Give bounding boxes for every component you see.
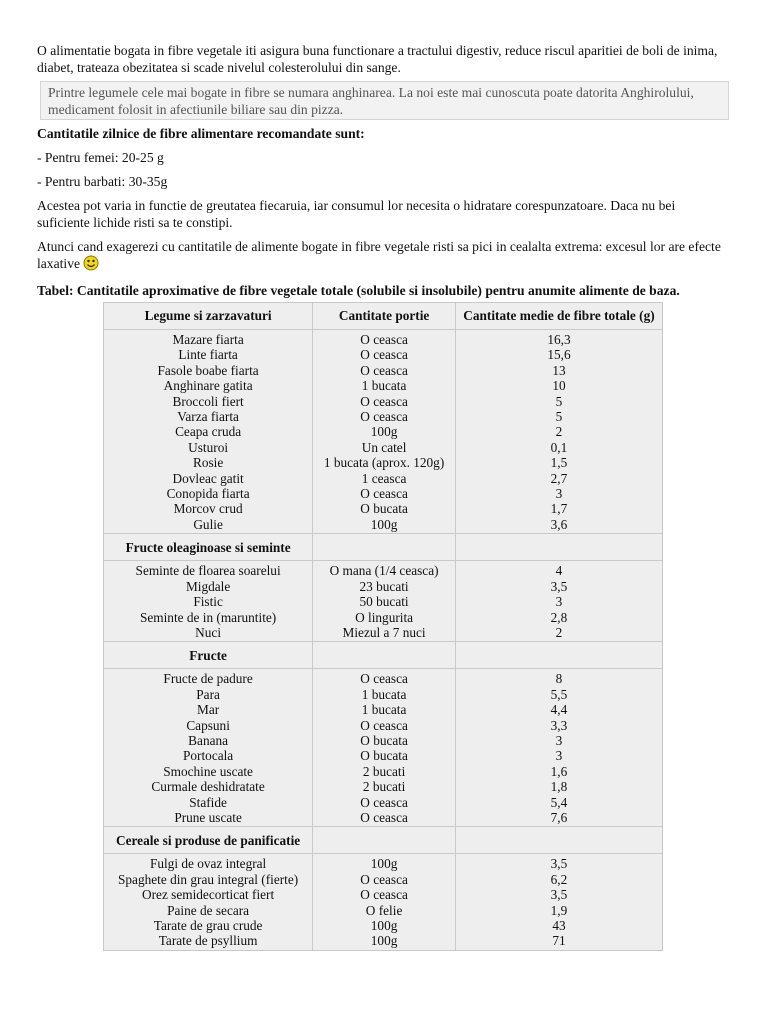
fiber-value: 2	[555, 624, 563, 640]
food-cell	[104, 854, 313, 950]
food-name: Varza fiarta	[177, 409, 239, 425]
category-empty-cell	[455, 534, 662, 561]
portion-value: O bucata	[360, 732, 408, 748]
category-empty-cell	[455, 827, 662, 854]
portion-value: 1 bucata	[361, 686, 407, 702]
food-name: Prune uscate	[174, 809, 242, 825]
category-row	[104, 827, 663, 854]
food-cell	[104, 669, 313, 827]
article	[37, 42, 727, 951]
food-name: Dovleac gatit	[172, 470, 244, 486]
portion-cell	[313, 330, 456, 534]
fiber-value: 5	[555, 393, 563, 409]
portion-value: O ceasca	[360, 347, 408, 363]
excess-paragraph	[37, 238, 727, 275]
food-name: Broccoli fiert	[172, 393, 244, 409]
food-cell	[104, 330, 313, 534]
table-row	[104, 854, 663, 950]
excess-text: Atunci cand exagerezi cu cantitatile de alimente bogate in fibre vegetale risti sa pici in cealalta extrema: excesul lor are efecte laxative	[37, 239, 721, 271]
category-label: Fructe oleaginoase si seminte	[104, 534, 313, 561]
fiber-value: 3,6	[550, 516, 568, 532]
category-empty-cell	[313, 642, 456, 669]
fiber-value: 1,6	[550, 763, 568, 779]
fiber-value: 10	[552, 378, 566, 394]
table-body	[104, 330, 663, 951]
portion-value: O ceasca	[360, 717, 408, 733]
portion-value: 1 bucata	[361, 378, 407, 394]
portion-value: O ceasca	[360, 362, 408, 378]
portion-cell	[313, 669, 456, 827]
food-name: Anghinare gatita	[163, 378, 253, 394]
intro-paragraph: O alimentatie bogata in fibre vegetale iti asigura buna functionare a tractului digestiv, reduce riscul aparitiei de boli de inima, diabet, trateaza obezitatea si scade nivelul colesterolului din sange.	[37, 43, 718, 75]
fiber-value: 1,9	[550, 902, 568, 918]
fiber-value: 1,8	[550, 779, 568, 795]
fiber-cell	[455, 561, 662, 642]
food-name: Curmale deshidratate	[151, 779, 265, 795]
category-label: Fructe	[104, 642, 313, 669]
portion-value: 2 bucati	[362, 763, 406, 779]
portion-value: O mana (1/4 ceasca)	[329, 563, 439, 579]
category-label: Cereale si produse de panificatie	[104, 827, 313, 854]
food-name: Conopida fiarta	[166, 486, 250, 502]
fiber-value: 6,2	[550, 871, 568, 887]
fiber-cell	[455, 330, 662, 534]
portion-value: O ceasca	[360, 809, 408, 825]
food-name: Paine de secara	[167, 902, 250, 918]
table-row	[104, 330, 663, 534]
food-name: Smochine uscate	[163, 763, 253, 779]
portion-value: 100g	[370, 856, 398, 872]
fiber-value: 3	[555, 748, 563, 764]
fiber-value: 2	[555, 424, 563, 440]
fiber-value: 7,6	[550, 809, 568, 825]
portion-value: O bucata	[360, 501, 408, 517]
food-name: Fasole boabe fiarta	[157, 362, 259, 378]
food-name: Para	[196, 686, 220, 702]
portion-value: 100g	[370, 424, 398, 440]
food-name: Mazare fiarta	[172, 332, 244, 347]
portion-value: 1 bucata	[361, 702, 407, 718]
food-name: Stafide	[189, 794, 227, 810]
portion-value: O ceasca	[360, 871, 408, 887]
fiber-cell	[455, 669, 662, 827]
fiber-value: 0,1	[550, 439, 568, 455]
portion-value: O ceasca	[360, 393, 408, 409]
food-cell	[104, 561, 313, 642]
portion-value: O ceasca	[360, 671, 408, 687]
fiber-value: 2,8	[550, 609, 568, 625]
food-name: Spaghete din grau integral (fierte)	[118, 871, 299, 887]
fiber-value: 3,3	[550, 717, 568, 733]
food-name: Rosie	[192, 455, 224, 471]
portion-value: 1 bucata (aprox. 120g)	[323, 455, 445, 471]
fiber-value: 5,5	[550, 686, 568, 702]
food-name: Fructe de padure	[163, 671, 253, 687]
fiber-value: 4,4	[550, 702, 568, 718]
fiber-value: 3	[555, 732, 563, 748]
food-name: Fistic	[193, 594, 223, 610]
fiber-value: 3	[555, 594, 563, 610]
header-portion: Cantitate portie	[313, 303, 456, 330]
men-recommendation: - Pentru barbati: 30-35g	[37, 174, 168, 189]
portion-value: 100g	[370, 516, 398, 532]
portion-value: O lingurita	[355, 609, 414, 625]
table-row	[104, 561, 663, 642]
portion-cell	[313, 854, 456, 950]
food-name: Nuci	[195, 624, 222, 640]
food-name: Tarate de psyllium	[158, 933, 258, 949]
portion-value: Un catel	[361, 439, 407, 455]
portion-value: O ceasca	[360, 794, 408, 810]
food-name: Portocala	[183, 748, 234, 764]
fiber-value: 13	[552, 362, 566, 378]
food-name: Ceapa cruda	[175, 424, 242, 440]
fiber-value: 5,4	[550, 794, 568, 810]
food-name: Banana	[188, 732, 229, 748]
portion-value: 50 bucati	[359, 594, 409, 610]
food-name: Migdale	[185, 578, 231, 594]
fiber-value: 3	[555, 486, 563, 502]
smiley-icon	[83, 255, 99, 275]
fiber-value: 16,3	[547, 332, 571, 347]
food-name: Seminte de in (maruntite)	[139, 609, 277, 625]
category-empty-cell	[313, 827, 456, 854]
food-name: Seminte de floarea soarelui	[135, 563, 281, 579]
fiber-value: 5	[555, 409, 563, 425]
fiber-value: 15,6	[547, 347, 571, 363]
food-name: Capsuni	[186, 717, 230, 733]
quote-box: Printre legumele cele mai bogate in fibre se numara anghinarea. La noi este mai cunoscuta poate datorita Anghirolului, medicament folosit in afectiunile biliare sau din pizza.	[40, 81, 729, 120]
food-name: Mar	[197, 702, 220, 718]
portion-value: O ceasca	[360, 409, 408, 425]
food-name: Linte fiarta	[178, 347, 238, 363]
fiber-value: 71	[552, 933, 566, 949]
recommended-heading: Cantitatile zilnice de fibre alimentare recomandate sunt:	[37, 126, 365, 141]
portion-value: 100g	[370, 933, 398, 949]
food-name: Orez semidecorticat fiert	[142, 887, 275, 903]
fiber-value: 1,5	[550, 455, 568, 471]
food-name: Fulgi de ovaz integral	[149, 856, 267, 872]
portion-value: O ceasca	[360, 332, 408, 347]
fiber-value: 3,5	[550, 887, 568, 903]
table-row	[104, 669, 663, 827]
category-empty-cell	[313, 534, 456, 561]
table-header-row	[104, 303, 663, 330]
table-caption: Tabel: Cantitatile aproximative de fibre vegetale totale (solubile si insolubile) pentru anumite alimente de baza.	[37, 283, 680, 298]
fiber-value: 8	[555, 671, 563, 687]
portion-value: Miezul a 7 nuci	[342, 624, 426, 640]
category-row	[104, 642, 663, 669]
fiber-value: 3,5	[550, 856, 568, 872]
category-row	[104, 534, 663, 561]
women-recommendation: - Pentru femei: 20-25 g	[37, 150, 164, 165]
fiber-value: 43	[552, 918, 566, 933]
fiber-value: 2,7	[550, 470, 568, 486]
fiber-cell	[455, 854, 662, 950]
variation-paragraph: Acestea pot varia in functie de greutatea fiecaruia, iar consumul lor necesita o hidratare corespunzatoare. Daca nu bei suficiente lichide risti sa te constipi.	[37, 198, 676, 230]
fiber-value: 3,5	[550, 578, 568, 594]
header-food: Legume si zarzavaturi	[104, 303, 313, 330]
food-name: Morcov crud	[173, 501, 243, 517]
portion-value: 1 ceasca	[361, 470, 407, 486]
portion-value: O ceasca	[360, 887, 408, 903]
portion-value: O felie	[365, 902, 403, 918]
portion-cell	[313, 561, 456, 642]
food-name: Usturoi	[188, 439, 229, 455]
header-fiber: Cantitate medie de fibre totale (g)	[455, 303, 662, 330]
portion-value: 23 bucati	[359, 578, 409, 594]
food-name: Tarate de grau crude	[153, 918, 263, 933]
category-empty-cell	[455, 642, 662, 669]
fiber-value: 1,7	[550, 501, 568, 517]
portion-value: O bucata	[360, 748, 408, 764]
portion-value: O ceasca	[360, 486, 408, 502]
portion-value: 100g	[370, 918, 398, 933]
fiber-table	[103, 302, 663, 951]
food-name: Gulie	[193, 516, 223, 532]
portion-value: 2 bucati	[362, 779, 406, 795]
fiber-value: 4	[555, 563, 563, 579]
